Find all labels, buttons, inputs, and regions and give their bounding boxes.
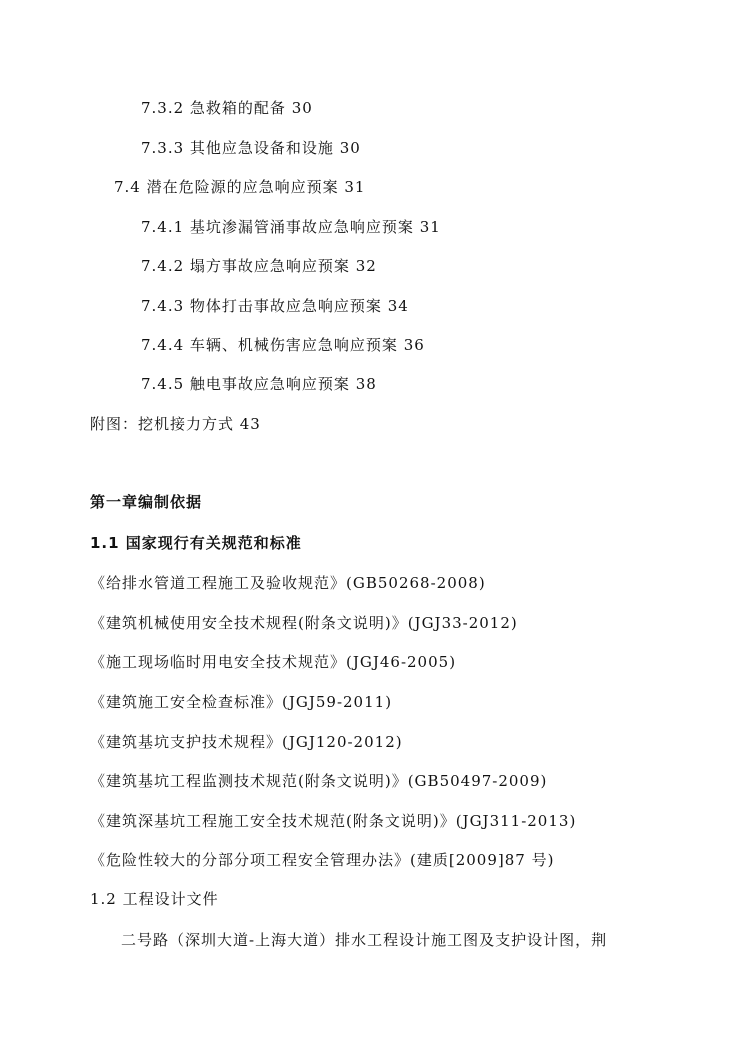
- standard-item: 《给排水管道工程施工及验收规范》(GB50268-2008): [90, 574, 486, 592]
- toc-entry-7-4-1: 7.4.1 基坑渗漏管涌事故应急响应预案 31: [141, 218, 441, 236]
- toc-entry-7-4-2: 7.4.2 塌方事故应急响应预案 32: [141, 257, 377, 275]
- chapter-title: 第一章编制依据: [90, 493, 203, 511]
- standard-item: 《建筑基坑工程监测技术规范(附条文说明)》(GB50497-2009): [90, 772, 548, 790]
- toc-entry-7-4-3: 7.4.3 物体打击事故应急响应预案 34: [141, 297, 409, 315]
- standard-item: 《危险性较大的分部分项工程安全管理办法》(建质[2009]87 号): [90, 851, 555, 869]
- toc-entry-appendix: 附图：挖机接力方式 43: [90, 415, 261, 433]
- toc-entry-7-4: 7.4 潜在危险源的应急响应预案 31: [114, 178, 366, 196]
- toc-entry-7-4-4: 7.4.4 车辆、机械伤害应急响应预案 36: [141, 336, 425, 354]
- body-paragraph: 二号路（深圳大道-上海大道）排水工程设计施工图及支护设计图，荆: [121, 931, 608, 949]
- standard-item: 《建筑基坑支护技术规程》(JGJ120-2012): [90, 733, 403, 751]
- toc-entry-7-3-3: 7.3.3 其他应急设备和设施 30: [141, 139, 361, 157]
- toc-entry-7-4-5: 7.4.5 触电事故应急响应预案 38: [141, 375, 377, 393]
- standard-item: 《建筑机械使用安全技术规程(附条文说明)》(JGJ33-2012): [90, 614, 518, 632]
- standard-item: 《建筑施工安全检查标准》(JGJ59-2011): [90, 693, 393, 711]
- section-heading-1-1: 1.1 国家现行有关规范和标准: [90, 534, 302, 552]
- standard-item: 《建筑深基坑工程施工安全技术规范(附条文说明)》(JGJ311-2013): [90, 812, 577, 830]
- toc-entry-7-3-2: 7.3.2 急救箱的配备 30: [141, 99, 313, 117]
- standard-item: 《施工现场临时用电安全技术规范》(JGJ46-2005): [90, 653, 457, 671]
- section-heading-1-2: 1.2 工程设计文件: [90, 890, 219, 908]
